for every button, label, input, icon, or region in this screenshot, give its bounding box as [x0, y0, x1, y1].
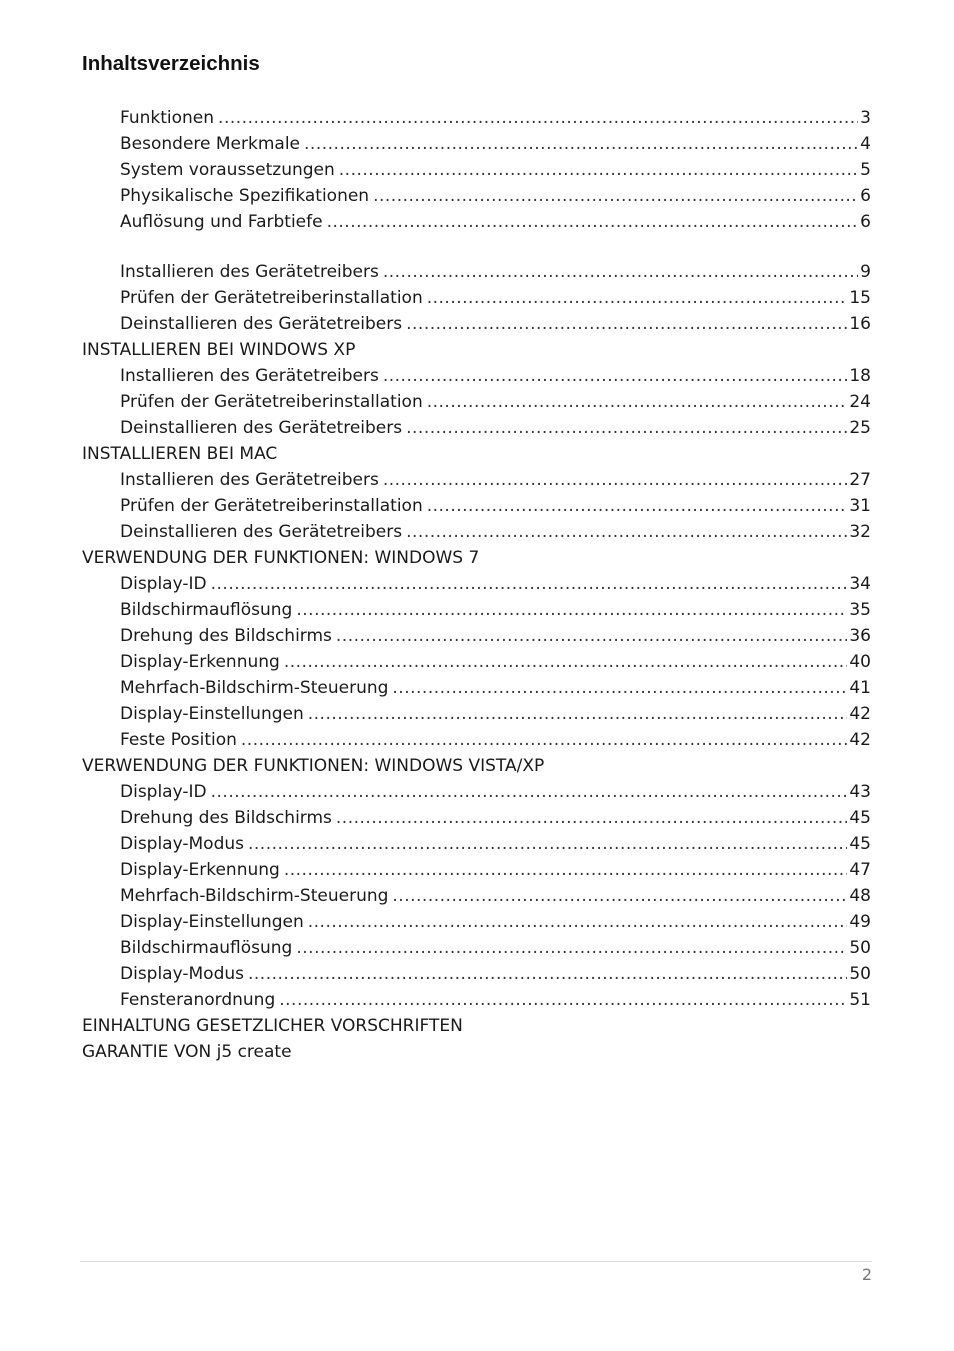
toc-dot-leader: [383, 363, 848, 389]
toc-dot-leader: [392, 883, 847, 909]
toc-dot-leader: [336, 623, 847, 649]
toc-dot-leader: [241, 727, 847, 753]
toc-entry-label: Installieren des Gerätetreibers: [120, 470, 379, 490]
page-number: 2: [861, 1265, 872, 1284]
toc-dot-leader: [304, 131, 858, 157]
toc-entry[interactable]: [120, 779, 871, 805]
toc-entry[interactable]: [120, 285, 871, 311]
toc-entry-page: 6: [860, 212, 871, 232]
toc-entry-label: Display-Einstellungen: [120, 704, 304, 724]
toc-entry-label: Mehrfach-Bildschirm-Steuerung: [120, 678, 389, 698]
toc-entry[interactable]: [120, 311, 871, 337]
toc-entry-page: 40: [849, 652, 871, 672]
toc-entry-page: 49: [849, 912, 871, 932]
toc-dot-leader: [406, 415, 847, 441]
toc-entry-page: 24: [849, 392, 871, 412]
toc-entry-label: Display-Einstellungen: [120, 912, 304, 932]
toc-dot-leader: [211, 779, 848, 805]
toc-entry[interactable]: [120, 935, 871, 961]
toc-dot-leader: [296, 597, 847, 623]
toc-dot-leader: [327, 209, 859, 235]
toc-entry-label: Feste Position: [120, 730, 237, 750]
toc-section-heading: EINHALTUNG GESETZLICHER VORSCHRIFTEN: [82, 1016, 463, 1036]
toc-entry-page: 50: [849, 938, 871, 958]
toc-entry[interactable]: [120, 701, 871, 727]
toc-entry[interactable]: [120, 623, 871, 649]
toc-entry-page: 35: [849, 600, 871, 620]
toc-entry-page: 51: [849, 990, 871, 1010]
toc-section-heading: VERWENDUNG DER FUNKTIONEN: WINDOWS 7: [82, 548, 480, 568]
toc-entry-page: 4: [860, 134, 871, 154]
toc-entry[interactable]: [120, 157, 871, 183]
toc-dot-leader: [284, 649, 848, 675]
toc-entry-label: Prüfen der Gerätetreiberinstallation: [120, 288, 423, 308]
toc-entry-page: 45: [849, 834, 871, 854]
toc-section-heading: INSTALLIEREN BEI MAC: [82, 444, 278, 464]
toc-dot-leader: [248, 831, 847, 857]
toc-entry[interactable]: [120, 209, 871, 235]
toc-entry[interactable]: [120, 131, 871, 157]
toc-dot-leader: [373, 183, 858, 209]
table-of-contents: [0, 105, 954, 1065]
toc-entry-label: Deinstallieren des Gerätetreibers: [120, 418, 403, 438]
toc-entry-label: Mehrfach-Bildschirm-Steuerung: [120, 886, 389, 906]
toc-entry-label: Physikalische Spezifikationen: [120, 186, 370, 206]
toc-dot-leader: [406, 519, 847, 545]
toc-entry-page: 48: [849, 886, 871, 906]
toc-entry[interactable]: [120, 961, 871, 987]
toc-entry-page: 34: [849, 574, 871, 594]
toc-entry[interactable]: [120, 831, 871, 857]
toc-entry[interactable]: [120, 727, 871, 753]
toc-entry-page: 50: [849, 964, 871, 984]
toc-dot-leader: [383, 259, 858, 285]
toc-entry-page: 47: [849, 860, 871, 880]
toc-entry[interactable]: [120, 987, 871, 1013]
toc-dot-leader: [339, 157, 858, 183]
toc-entry-label: Display-Modus: [120, 964, 244, 984]
toc-entry-page: 6: [860, 186, 871, 206]
toc-entry-label: Installieren des Gerätetreibers: [120, 262, 379, 282]
toc-entry-label: Display-ID: [120, 574, 207, 594]
toc-entry-label: Display-ID: [120, 782, 207, 802]
toc-entry[interactable]: [120, 467, 871, 493]
toc-section-heading: INSTALLIEREN BEI WINDOWS XP: [82, 340, 356, 360]
toc-entry-label: Bildschirmauflösung: [120, 938, 293, 958]
toc-entry-label: Prüfen der Gerätetreiberinstallation: [120, 496, 423, 516]
toc-section-heading: GARANTIE VON j5 create: [82, 1042, 292, 1062]
toc-entry[interactable]: [120, 259, 871, 285]
toc-entry[interactable]: [120, 415, 871, 441]
toc-dot-leader: [308, 909, 848, 935]
toc-dot-leader: [383, 467, 848, 493]
toc-entry-page: 25: [849, 418, 871, 438]
toc-entry-label: Funktionen: [120, 108, 215, 128]
toc-entry[interactable]: [120, 675, 871, 701]
toc-dot-leader: [218, 105, 858, 131]
toc-entry-page: 3: [860, 108, 871, 128]
toc-dot-leader: [248, 961, 847, 987]
toc-spacer: [0, 235, 954, 259]
toc-dot-leader: [296, 935, 847, 961]
toc-entry[interactable]: [120, 389, 871, 415]
toc-entry-label: Bildschirmauflösung: [120, 600, 293, 620]
toc-entry-page: 43: [849, 782, 871, 802]
toc-dot-leader: [427, 285, 848, 311]
toc-dot-leader: [427, 493, 848, 519]
toc-entry[interactable]: [120, 909, 871, 935]
toc-entry-label: Drehung des Bildschirms: [120, 626, 332, 646]
toc-entry-label: Fensteranordnung: [120, 990, 276, 1010]
toc-entry-page: 5: [860, 160, 871, 180]
toc-entry[interactable]: [120, 857, 871, 883]
toc-entry[interactable]: [120, 493, 871, 519]
toc-entry-label: Display-Modus: [120, 834, 244, 854]
toc-entry-page: 42: [849, 730, 871, 750]
toc-dot-leader: [427, 389, 848, 415]
toc-entry-label: Besondere Merkmale: [120, 134, 301, 154]
toc-entry-label: Deinstallieren des Gerätetreibers: [120, 314, 403, 334]
toc-entry-page: 36: [849, 626, 871, 646]
toc-entry-page: 41: [849, 678, 871, 698]
toc-dot-leader: [392, 675, 847, 701]
toc-dot-leader: [284, 857, 848, 883]
toc-entry-page: 16: [849, 314, 871, 334]
toc-dot-leader: [279, 987, 847, 1013]
toc-entry[interactable]: [120, 363, 871, 389]
toc-entry-label: Installieren des Gerätetreibers: [120, 366, 379, 386]
toc-entry-label: Display-Erkennung: [120, 860, 280, 880]
toc-entry[interactable]: [120, 883, 871, 909]
toc-dot-leader: [336, 805, 847, 831]
toc-dot-leader: [211, 571, 848, 597]
toc-entry-page: 9: [860, 262, 871, 282]
toc-entry-page: 45: [849, 808, 871, 828]
toc-dot-leader: [308, 701, 848, 727]
toc-entry[interactable]: [120, 183, 871, 209]
toc-entry-label: Prüfen der Gerätetreiberinstallation: [120, 392, 423, 412]
toc-entry[interactable]: [120, 571, 871, 597]
toc-entry[interactable]: [120, 805, 871, 831]
toc-entry-page: 27: [849, 470, 871, 490]
toc-entry-page: 32: [849, 522, 871, 542]
footer-divider: [80, 1261, 872, 1262]
page-title: Inhaltsverzeichnis: [82, 52, 260, 75]
toc-entry-label: System voraussetzungen: [120, 160, 335, 180]
toc-entry-label: Auflösung und Farbtiefe: [120, 212, 323, 232]
toc-entry-label: Drehung des Bildschirms: [120, 808, 332, 828]
toc-entry[interactable]: [120, 105, 871, 131]
toc-entry[interactable]: [120, 519, 871, 545]
toc-section-heading: VERWENDUNG DER FUNKTIONEN: WINDOWS VISTA/XP: [82, 756, 545, 776]
toc-entry-page: 15: [849, 288, 871, 308]
toc-entry[interactable]: [120, 649, 871, 675]
toc-entry-page: 31: [849, 496, 871, 516]
toc-dot-leader: [406, 311, 847, 337]
toc-entry-label: Display-Erkennung: [120, 652, 280, 672]
toc-entry-page: 42: [849, 704, 871, 724]
toc-entry-page: 18: [849, 366, 871, 386]
toc-entry-label: Deinstallieren des Gerätetreibers: [120, 522, 403, 542]
toc-entry[interactable]: [120, 597, 871, 623]
